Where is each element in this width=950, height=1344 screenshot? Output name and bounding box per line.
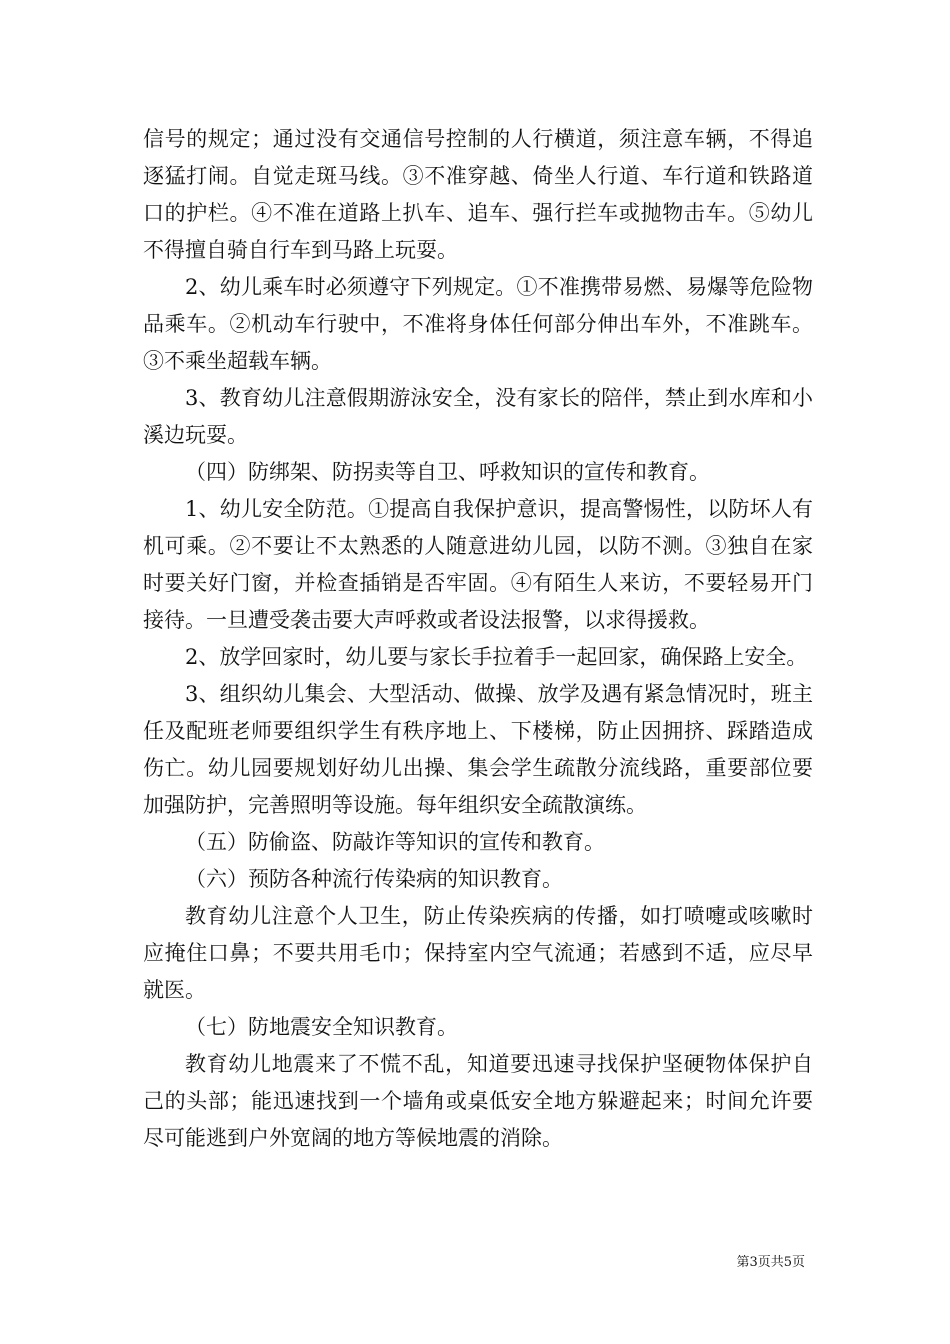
paragraph-1: 信号的规定；通过没有交通信号控制的人行横道，须注意车辆，不得追逐猛打闹。自觉走斑马线。③不准穿越、倚坐人行道、车行道和铁路道口的护栏。④不准在道路上扒车、追车、强行拦车或抛物击车。⑤幼儿不得擅自骑自行车到马路上玩耍。 bbox=[143, 127, 813, 262]
section-heading-6: （六）预防各种流行传染病的知识教育。 bbox=[185, 867, 563, 891]
section-heading-7: （七）防地震安全知识教育。 bbox=[185, 1015, 458, 1039]
paragraph-5: 1、幼儿安全防范。①提高自我保护意识，提高警惕性，以防坏人有机可乘。②不要让不太熟悉的人随意进幼儿园，以防不测。③独自在家时要关好门窗，并检查插销是否牢固。④有陌生人来访，不要轻易开门接待。一旦遭受袭击要大声呼救或者设法报警，以求得援救。 bbox=[143, 497, 813, 632]
paragraph-10: 教育幼儿注意个人卫生，防止传染疾病的传播，如打喷嚏或咳嗽时应掩住口鼻；不要共用毛巾；保持室内空气流通；若感到不适，应尽早就医。 bbox=[143, 904, 813, 1002]
paragraph-3: 3、教育幼儿注意假期游泳安全，没有家长的陪伴，禁止到水库和小溪边玩耍。 bbox=[143, 386, 813, 447]
paragraph-12: 教育幼儿地震来了不慌不乱，知道要迅速寻找保护坚硬物体保护自己的头部；能迅速找到一个墙角或桌低安全地方躲避起来；时间允许要尽可能逃到户外宽阔的地方等候地震的消除。 bbox=[143, 1052, 813, 1150]
section-heading-4: （四）防绑架、防拐卖等自卫、呼救知识的宣传和教育。 bbox=[185, 460, 710, 484]
paragraph-7: 3、组织幼儿集会、大型活动、做操、放学及遇有紧急情况时，班主任及配班老师要组织学生有秩序地上、下楼梯，防止因拥挤、踩踏造成伤亡。幼儿园要规划好幼儿出操、集会学生疏散分流线路，重要部位要加强防护，完善照明等设施。每年组织安全疏散演练。 bbox=[143, 682, 813, 817]
paragraph-6: 2、放学回家时，幼儿要与家长手拉着手一起回家，确保路上安全。 bbox=[185, 645, 808, 669]
paragraph-2: 2、幼儿乘车时必须遵守下列规定。①不准携带易燃、易爆等危险物品乘车。②机动车行驶中，不准将身体任何部分伸出车外，不准跳车。③不乘坐超载车辆。 bbox=[143, 275, 813, 373]
page-number-footer: 第3页共5页 bbox=[736, 1255, 805, 1270]
document-body bbox=[143, 121, 813, 1157]
section-heading-5: （五）防偷盗、防敲诈等知识的宣传和教育。 bbox=[185, 830, 605, 854]
